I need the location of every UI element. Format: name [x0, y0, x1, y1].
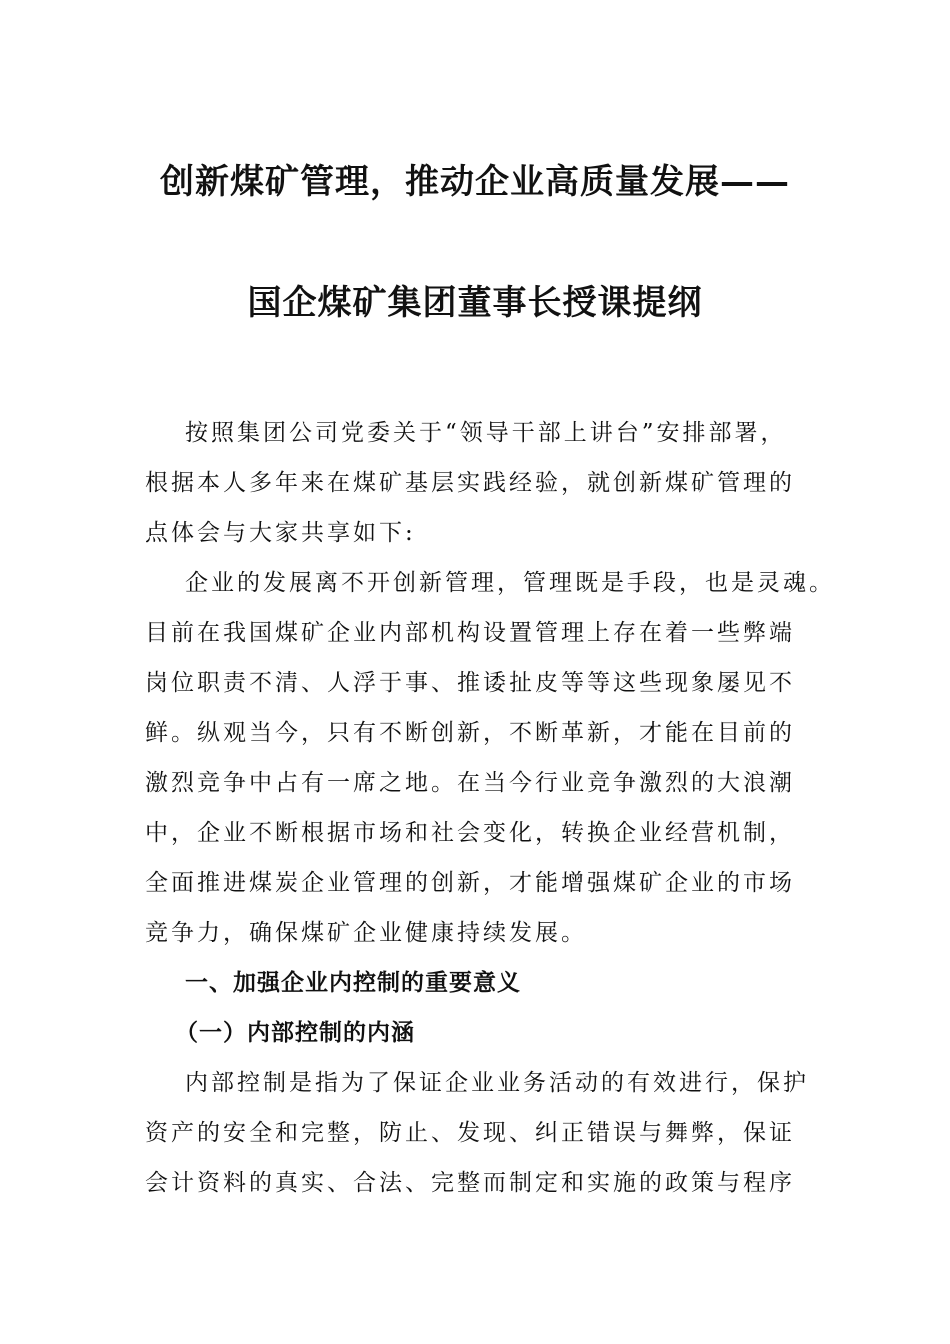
paragraph-line: 目前在我国煤矿企业内部机构设置管理上存在着一些弊端 — [145, 620, 795, 646]
paragraph-line: 岗位职责不清、人浮于事、推诿扯皮等等这些现象屡见不 — [145, 670, 795, 696]
paragraph-line: 激烈竞争中占有一席之地。在当今行业竞争激烈的大浪潮 — [145, 770, 795, 796]
paragraph-line: 全面推进煤炭企业管理的创新，才能增强煤矿企业的市场 — [145, 870, 795, 896]
paragraph-line: 会计资料的真实、合法、完整而制定和实施的政策与程序 — [145, 1170, 795, 1196]
paragraph-line: 根据本人多年来在煤矿基层实践经验，就创新煤矿管理的 — [145, 470, 795, 496]
paragraph-line: 竞争力，确保煤矿企业健康持续发展。 — [145, 920, 587, 946]
subsection-heading: （一）内部控制的内涵 — [175, 1020, 415, 1046]
document-title-line-1: 创新煤矿管理，推动企业高质量发展—— — [160, 162, 790, 202]
paragraph-line: 中，企业不断根据市场和社会变化，转换企业经营机制， — [145, 820, 795, 846]
paragraph-line: 企业的发展离不开创新管理，管理既是手段，也是灵魂。 — [185, 570, 835, 596]
paragraph-line: 点体会与大家共享如下: — [145, 520, 416, 546]
paragraph-line: 资产的安全和完整，防止、发现、纠正错误与舞弊，保证 — [145, 1120, 795, 1146]
section-heading: 一、加强企业内控制的重要意义 — [185, 970, 521, 996]
paragraph-line: 鲜。纵观当今，只有不断创新，不断革新，才能在目前的 — [145, 720, 795, 746]
document-title-line-2: 国企煤矿集团董事长授课提纲 — [247, 283, 703, 323]
paragraph-line: 内部控制是指为了保证企业业务活动的有效进行，保护 — [185, 1070, 809, 1096]
paragraph-line: 按照集团公司党委关于“领导干部上讲台”安排部署， — [185, 420, 787, 446]
